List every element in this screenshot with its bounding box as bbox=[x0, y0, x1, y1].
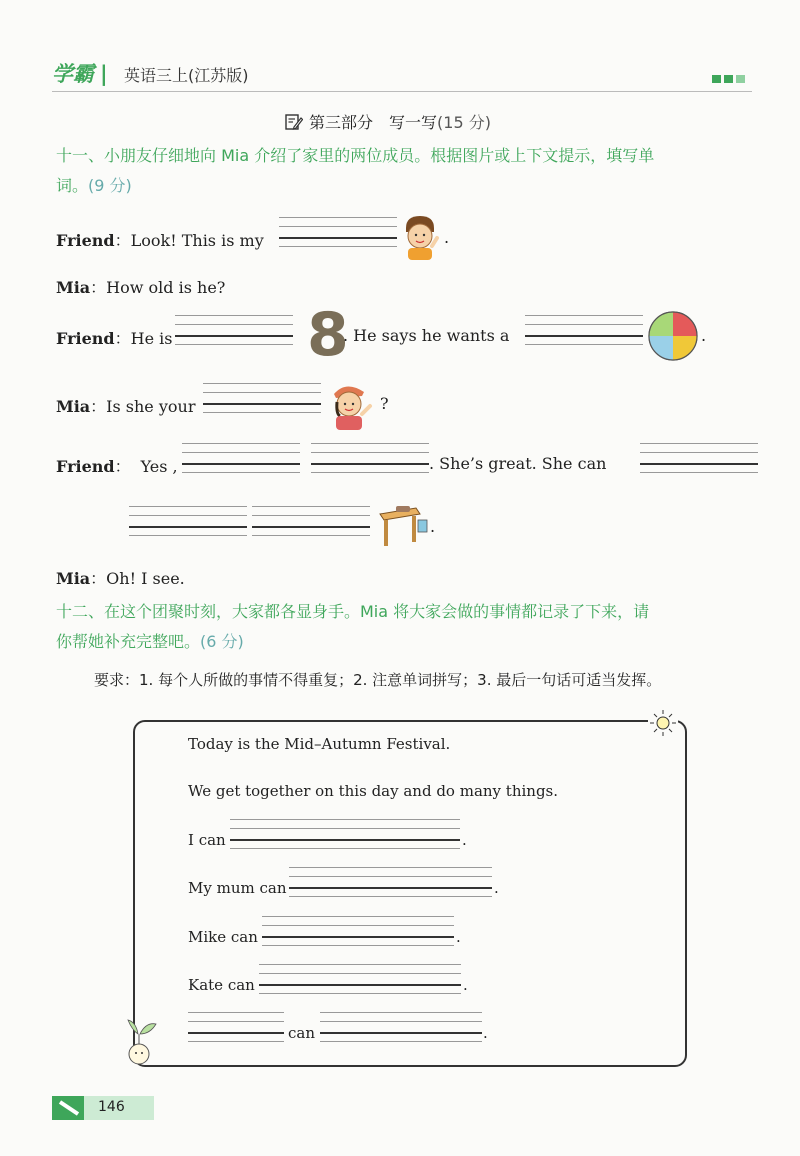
dialog-line-3: Friend：He is bbox=[56, 329, 173, 348]
answer-blank[interactable] bbox=[252, 506, 370, 536]
box-line-1: Today is the Mid–Autumn Festival. bbox=[188, 735, 451, 753]
section-11-title: 十一、小朋友仔细地向 Mia 介绍了家里的两位成员。根据图片或上下文提示，填写单 词。(9 分) bbox=[56, 146, 655, 195]
section-12-title: 十二、在这个团聚时刻，大家都各显身手。Mia 将大家会做的事情都记录了下来，请 你帮她补充完整吧。(6 分) bbox=[56, 602, 650, 651]
box-line-6: Kate can bbox=[188, 976, 255, 994]
boy-picture-icon bbox=[400, 212, 440, 260]
box-line-2: We get together on this day and do many things. bbox=[188, 782, 559, 800]
sun-icon bbox=[648, 708, 678, 738]
girl-picture-icon bbox=[326, 378, 376, 430]
answer-blank[interactable] bbox=[262, 916, 454, 946]
ball-icon bbox=[647, 310, 699, 362]
dialog-line-5: Friend： Yes , bbox=[56, 457, 178, 476]
box-line-7: can bbox=[288, 1024, 316, 1042]
answer-blank[interactable] bbox=[175, 315, 293, 345]
part-title: 第三部分 写一写(15 分) bbox=[285, 110, 491, 133]
answer-blank[interactable] bbox=[259, 964, 461, 994]
box-line-3: I can bbox=[188, 831, 226, 849]
answer-blank[interactable] bbox=[289, 867, 492, 897]
answer-blank[interactable] bbox=[311, 443, 429, 473]
answer-blank[interactable] bbox=[320, 1012, 482, 1042]
dialog-line-2: Mia：How old is he? bbox=[56, 278, 226, 297]
number-eight: 8 bbox=[307, 300, 349, 370]
answer-blank[interactable] bbox=[129, 506, 247, 536]
pencil-icon bbox=[285, 113, 303, 131]
answer-blank[interactable] bbox=[203, 383, 321, 413]
answer-blank[interactable] bbox=[640, 443, 758, 473]
box-line-4: My mum can bbox=[188, 879, 287, 897]
dialog-line-1: Friend：Look! This is my bbox=[56, 231, 264, 250]
page-corner-icon bbox=[58, 1100, 80, 1116]
answer-blank[interactable] bbox=[525, 315, 643, 345]
desk-cleaning-icon bbox=[376, 500, 430, 548]
dialog-line-4: Mia：Is she your bbox=[56, 397, 196, 416]
requirements-text: 要求：1. 每个人所做的事情不得重复；2. 注意单词拼写；3. 最后一句话可适当发挥。 bbox=[94, 671, 662, 689]
sprout-character-icon bbox=[124, 1014, 158, 1066]
header-divider bbox=[52, 91, 752, 92]
brand-logo: 学霸 | bbox=[52, 62, 108, 86]
book-title: 英语三上(江苏版) bbox=[124, 66, 249, 85]
answer-blank[interactable] bbox=[279, 217, 397, 247]
dialog-line-6: Mia：Oh! I see. bbox=[56, 569, 185, 588]
answer-blank[interactable] bbox=[188, 1012, 284, 1042]
page-number: 146 bbox=[98, 1099, 125, 1115]
header-squares bbox=[712, 75, 745, 83]
answer-blank[interactable] bbox=[230, 819, 460, 849]
answer-blank[interactable] bbox=[182, 443, 300, 473]
box-line-5: Mike can bbox=[188, 928, 258, 946]
